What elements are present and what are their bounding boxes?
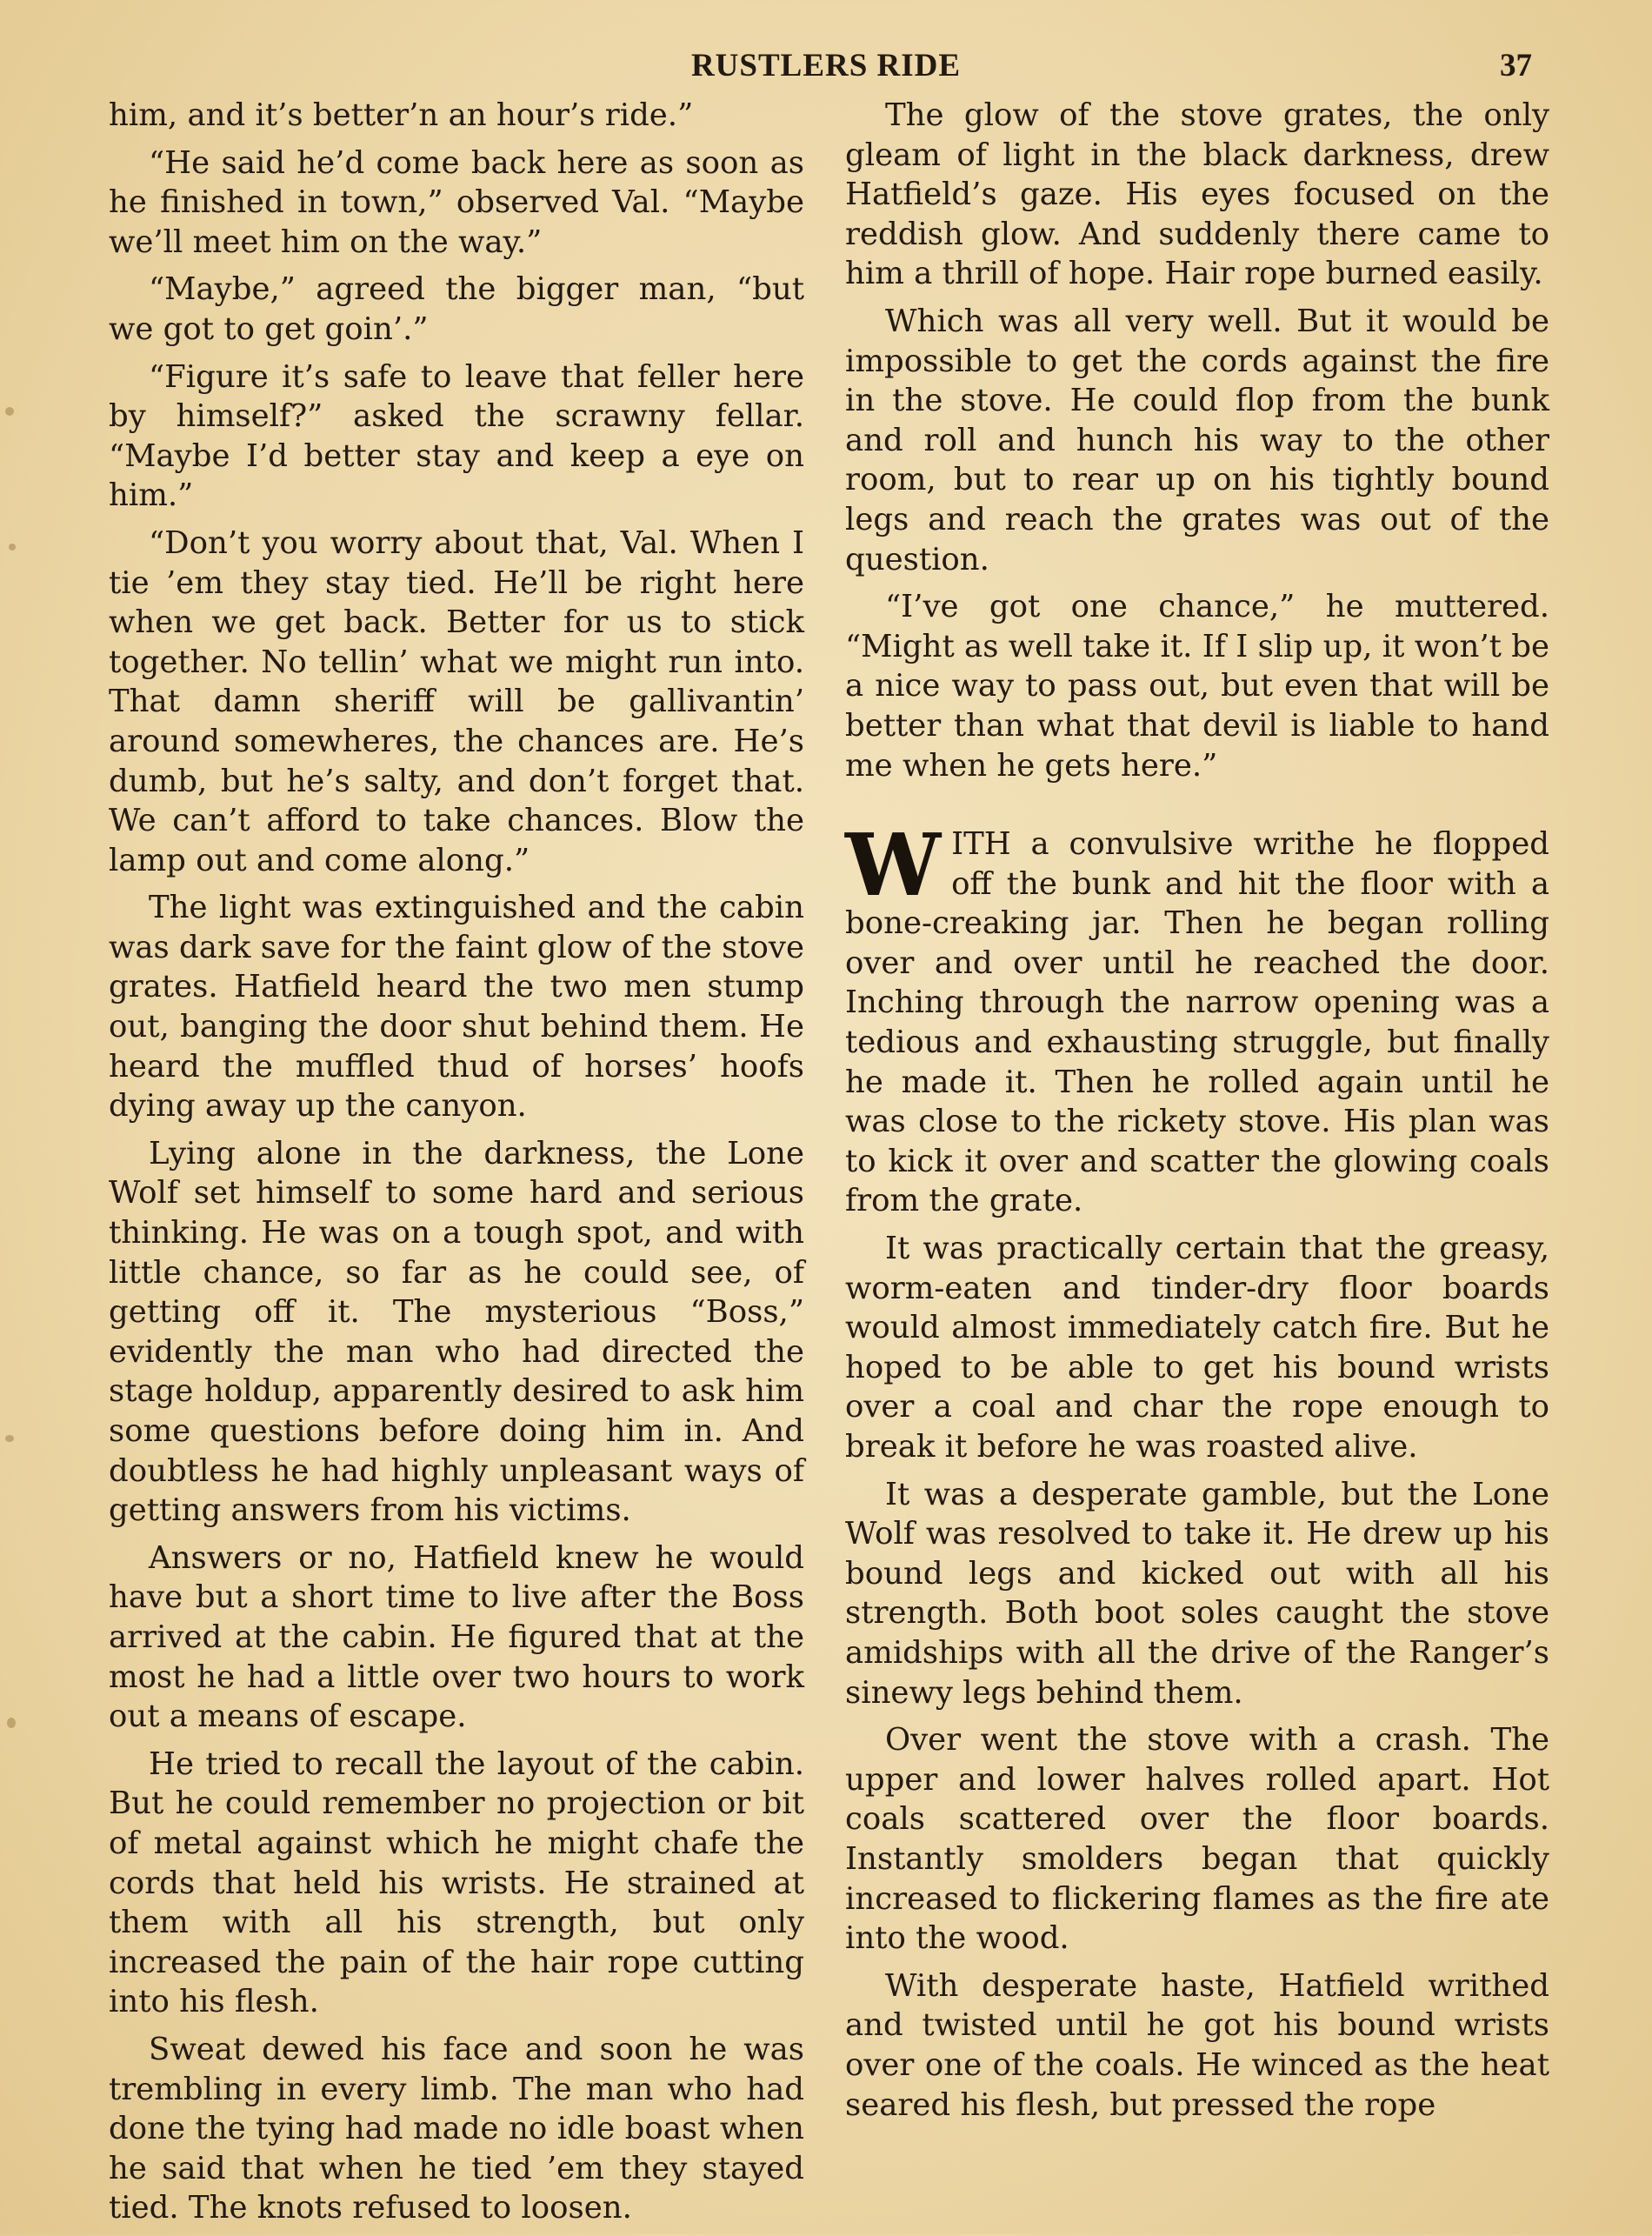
paragraph: With desperate haste, Hatfield writhed and twisted until he got his bound wrists over one of the coals. He winced as the heat seared his flesh, but pressed the rope: [845, 1967, 1549, 2123]
dropcap-paragraph-text: ITH a convulsive writhe he flopped off the bunk and hit the floor with a bone-creaking jar. Then he began rolling over and over until he reached the door. Inching through the narrow opening was a tedious and exhausting struggle, but finally he made it. Then he rolled again until he was close to the rickety stove. His plan was to kick it over and scatter the glowing coals from the grate.: [845, 826, 1549, 1219]
paragraph: The glow of the stove grates, the only gleam of light in the black darkness, drew Hatfield’s gaze. His eyes focused on the reddish glow. And suddenly there came to him a thrill of hope. Hair rope burned easily.: [845, 97, 1549, 292]
page-stain: [5, 1435, 14, 1442]
paragraph: Sweat dewed his face and soon he was trembling in every limb. The man who had done the tying had made no idle boast when he said that when he tied ’em they stayed tied. The knots refused to loosen.: [109, 2031, 804, 2226]
paragraph: Over went the stove with a crash. The upper and lower halves rolled apart. Hot coals scattered over the floor boards. Instantly smolders began that quickly increased to flickering flames as the fire ate into the wood.: [845, 1722, 1549, 1957]
paragraph: “Maybe,” agreed the bigger man, “but we got to get goin’.”: [109, 271, 804, 347]
paragraph: “Figure it’s safe to leave that feller here by himself?” asked the scrawny fellar. “Maybe I’d better stay and keep a eye on him.”: [109, 358, 804, 514]
running-title: RUSTLERS RIDE: [690, 48, 962, 83]
page-stain: [7, 1718, 16, 1728]
paragraph: “I’ve got one chance,” he muttered. “Might as well take it. If I slip up, it won’t be a nice way to pass out, but even that will be better than what that devil is liable to hand me when he gets here.”: [845, 589, 1549, 784]
left-column: [109, 96, 804, 2236]
paragraph: “He said he’d come back here as soon as he finished in town,” observed Val. “Maybe we’ll meet him on the way.”: [109, 144, 804, 260]
paragraph: It was a desperate gamble, but the Lone Wolf was resolved to take it. He drew up his bound legs and kicked out with all his strength. Both boot soles caught the stove amidships with all the drive of the Ranger’s sinewy legs behind them.: [845, 1476, 1549, 1711]
paragraph: Which was all very well. But it would be impossible to get the cords against the fire in the stove. He could flop from the bunk and roll and hunch his way to the other room, but to rear up on his tightly bound legs and reach the grates was out of the question.: [845, 303, 1549, 577]
page-number: 37: [1500, 48, 1532, 83]
paragraph: “Don’t you worry about that, Val. When I tie ’em they stay tied. He’ll be right here when we get back. Better for us to stick together. No tellin’ what we might run into. That damn sheriff will be gallivantin’ around somewheres, the chances are. He’s dumb, but he’s salty, and don’t forget that. We can’t afford to take chances. Blow the lamp out and come along.”: [109, 524, 804, 878]
paragraph: Answers or no, Hatfield knew he would have but a short time to live after the Boss arrived at the cabin. He figured that at the most he had a little over two hours to work out a means of escape.: [109, 1539, 804, 1735]
right-column: [845, 96, 1549, 2133]
page-header: [0, 47, 1652, 99]
paragraph: him, and it’s better’n an hour’s ride.”: [109, 97, 694, 133]
paragraph: It was practically certain that the greasy, worm-eaten and tinder-dry floor boards would almost immediately catch fire. But he hoped to be able to get his bound wrists over a coal and char the rope enough to break it before he was roasted alive.: [845, 1231, 1549, 1465]
dropcap-paragraph: [845, 816, 1549, 1221]
dropcap: W: [845, 816, 942, 917]
paragraph: He tried to recall the layout of the cabin. But he could remember no projection or bit of metal against which he might chafe the cords that held his wrists. He strained at them with all his strength, but only increased the pain of the hair rope cutting into his flesh.: [109, 1745, 804, 2020]
page-stain: [5, 407, 14, 416]
section-break: [845, 793, 1549, 824]
paragraph: Lying alone in the darkness, the Lone Wolf set himself to some hard and serious thinking. He was on a tough spot, and with little chance, so far as he could see, of getting off it. The mysterious “Boss,” evidently the man who had directed the stage holdup, apparently desired to ask him some questions before doing him in. And doubtless he had highly unpleasant ways of getting answers from his victims.: [109, 1135, 804, 1529]
paragraph: The light was extinguished and the cabin was dark save for the faint glow of the stove grates. Hatfield heard the two men stump out, banging the door shut behind them. He heard the muffled thud of horses’ hoofs dying away up the canyon.: [109, 890, 804, 1125]
page-stain: [9, 544, 16, 551]
